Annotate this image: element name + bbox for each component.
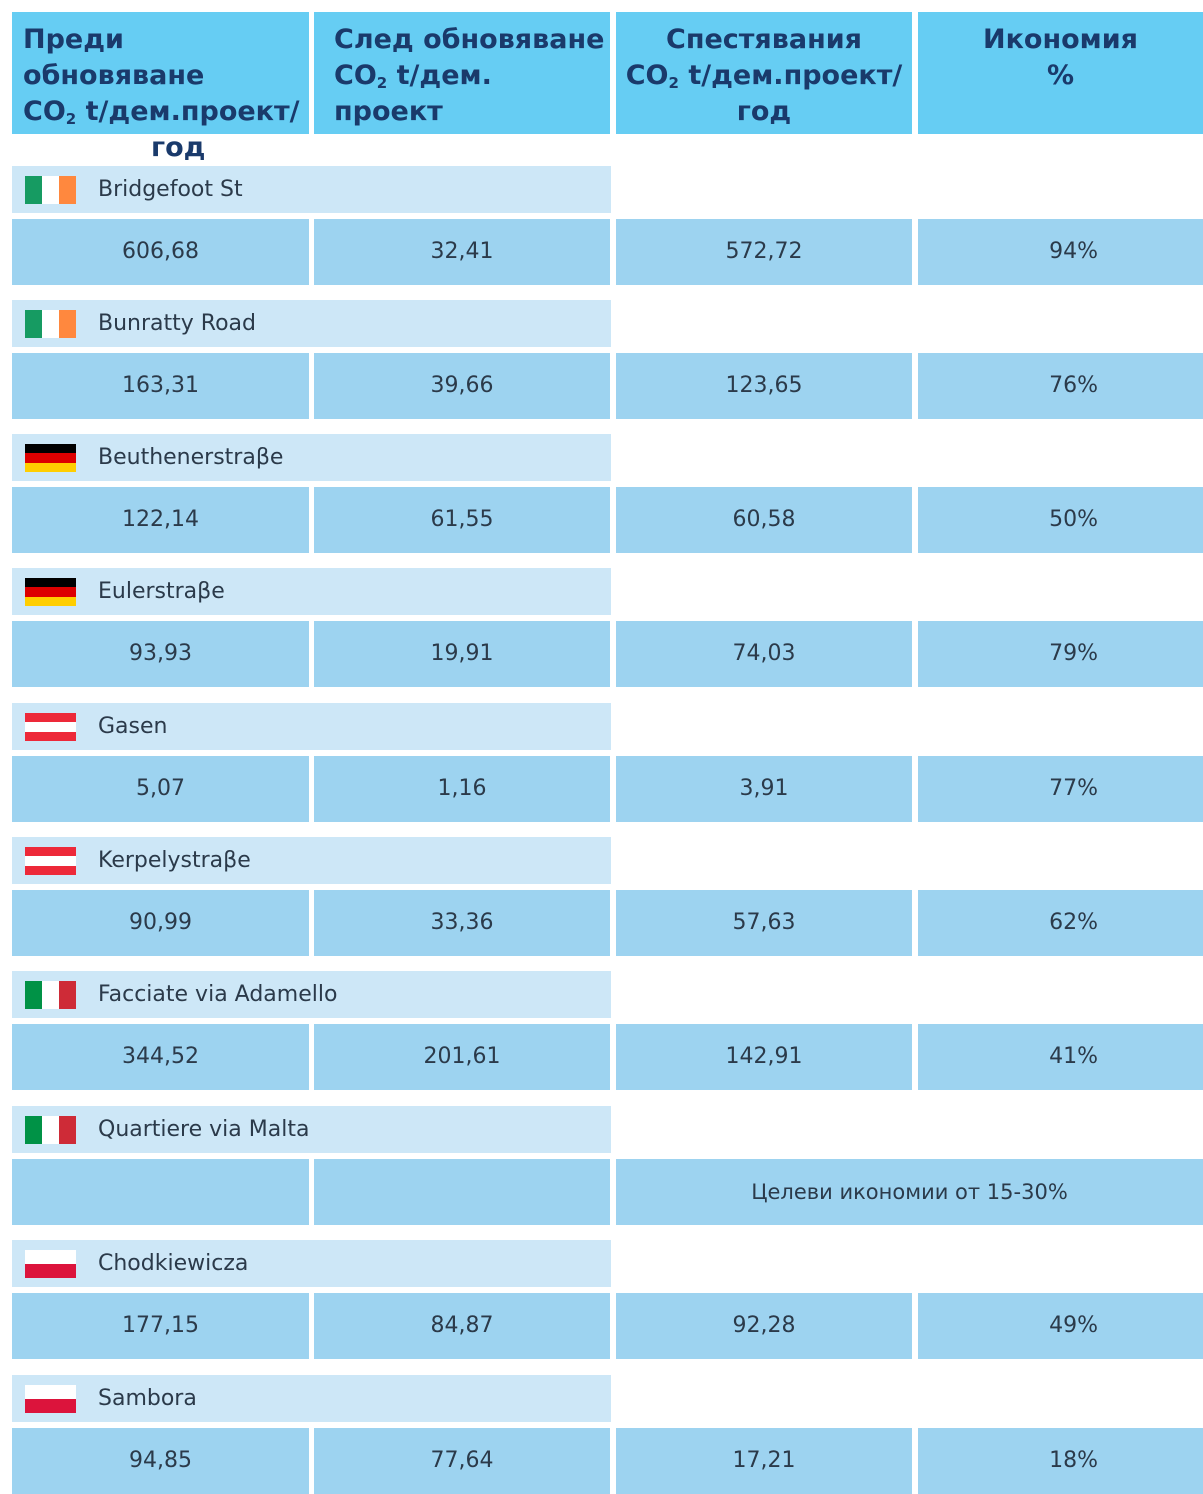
poland-flag-icon [25, 1385, 76, 1413]
header-text: t/дем.проект/ [76, 96, 300, 127]
project-label-bar [12, 1240, 611, 1287]
subscript: 2 [668, 74, 679, 92]
header-line: Спестявания [666, 24, 862, 55]
project-label-bar [12, 166, 611, 213]
header-after [314, 12, 610, 134]
value-percent: 62% [918, 890, 1203, 956]
project-name: Eulerstraβe [98, 579, 225, 604]
project-label-bar [12, 703, 611, 750]
project-label-bar [12, 971, 611, 1018]
germany-flag-icon [25, 444, 76, 472]
header-savings [616, 12, 912, 134]
value-savings: 57,63 [616, 890, 912, 956]
header-line: Икономия [983, 24, 1138, 55]
project-name: Sambora [98, 1386, 197, 1411]
project-name: Gasen [98, 714, 168, 739]
project-name: Quartiere via Malta [98, 1117, 310, 1142]
project-name: Bunratty Road [98, 311, 256, 336]
value-savings: 17,21 [616, 1428, 912, 1494]
header-line: год [736, 96, 792, 127]
value-before: 344,52 [12, 1024, 309, 1090]
value-before: 122,14 [12, 487, 309, 553]
ireland-flag-icon [25, 310, 76, 338]
value-after [314, 1159, 610, 1225]
value-percent: 79% [918, 621, 1203, 687]
value-after: 201,61 [314, 1024, 610, 1090]
header-line: Преди обновяване [23, 24, 205, 91]
italy-flag-icon [25, 981, 76, 1009]
value-savings: 74,03 [616, 621, 912, 687]
table-header [12, 12, 1203, 163]
header-text: t/дем. проект [334, 60, 492, 127]
header-text: CO [23, 96, 66, 127]
ireland-flag-icon [25, 176, 76, 204]
value-before [12, 1159, 309, 1225]
project-label-bar [12, 434, 611, 481]
value-percent: 94% [918, 219, 1203, 285]
header-line: % [1046, 60, 1075, 91]
project-name: Beuthenerstraβe [98, 445, 284, 470]
header-line: След обновяване [334, 24, 605, 55]
project-label-bar [12, 837, 611, 884]
project-name: Facciate via Adamello [98, 982, 338, 1007]
poland-flag-icon [25, 1250, 76, 1278]
value-after: 1,16 [314, 756, 610, 822]
value-percent: 50% [918, 487, 1203, 553]
value-savings: 60,58 [616, 487, 912, 553]
project-label-bar [12, 1375, 611, 1422]
austria-flag-icon [25, 847, 76, 875]
project-name: Chodkiewicza [98, 1251, 249, 1276]
value-percent: 76% [918, 353, 1203, 419]
header-line [334, 58, 610, 130]
header-line [23, 94, 309, 130]
header-percent [918, 12, 1203, 134]
italy-flag-icon [25, 1116, 76, 1144]
value-after: 39,66 [314, 353, 610, 419]
value-after: 61,55 [314, 487, 610, 553]
value-before: 5,07 [12, 756, 309, 822]
value-percent: 77% [918, 756, 1203, 822]
value-percent: 18% [918, 1428, 1203, 1494]
header-text: CO [334, 60, 377, 91]
value-savings: 142,91 [616, 1024, 912, 1090]
value-after: 19,91 [314, 621, 610, 687]
subscript: 2 [376, 74, 388, 92]
value-before: 177,15 [12, 1293, 309, 1359]
value-percent: 41% [918, 1024, 1203, 1090]
value-after: 33,36 [314, 890, 610, 956]
subscript: 2 [65, 110, 77, 128]
value-after: 77,64 [314, 1428, 610, 1494]
target-savings-note: Целеви икономии от 15-30% [616, 1159, 1203, 1225]
value-before: 94,85 [12, 1428, 309, 1494]
header-line: год [151, 132, 206, 163]
value-before: 93,93 [12, 621, 309, 687]
germany-flag-icon [25, 578, 76, 606]
value-after: 32,41 [314, 219, 610, 285]
value-savings: 123,65 [616, 353, 912, 419]
project-name: Kerpelystraβe [98, 848, 251, 873]
header-text: CO [625, 60, 669, 91]
project-label-bar [12, 1106, 611, 1153]
value-savings: 572,72 [616, 219, 912, 285]
project-label-bar [12, 300, 611, 347]
value-percent: 49% [918, 1293, 1203, 1359]
header-text: t/дем.проект/ [678, 60, 903, 91]
value-savings: 92,28 [616, 1293, 912, 1359]
header-line [616, 58, 912, 94]
value-savings: 3,91 [616, 756, 912, 822]
value-before: 606,68 [12, 219, 309, 285]
value-after: 84,87 [314, 1293, 610, 1359]
value-before: 90,99 [12, 890, 309, 956]
project-label-bar [12, 568, 611, 615]
austria-flag-icon [25, 713, 76, 741]
header-before [12, 12, 309, 163]
project-name: Bridgefoot St [98, 177, 243, 202]
value-before: 163,31 [12, 353, 309, 419]
